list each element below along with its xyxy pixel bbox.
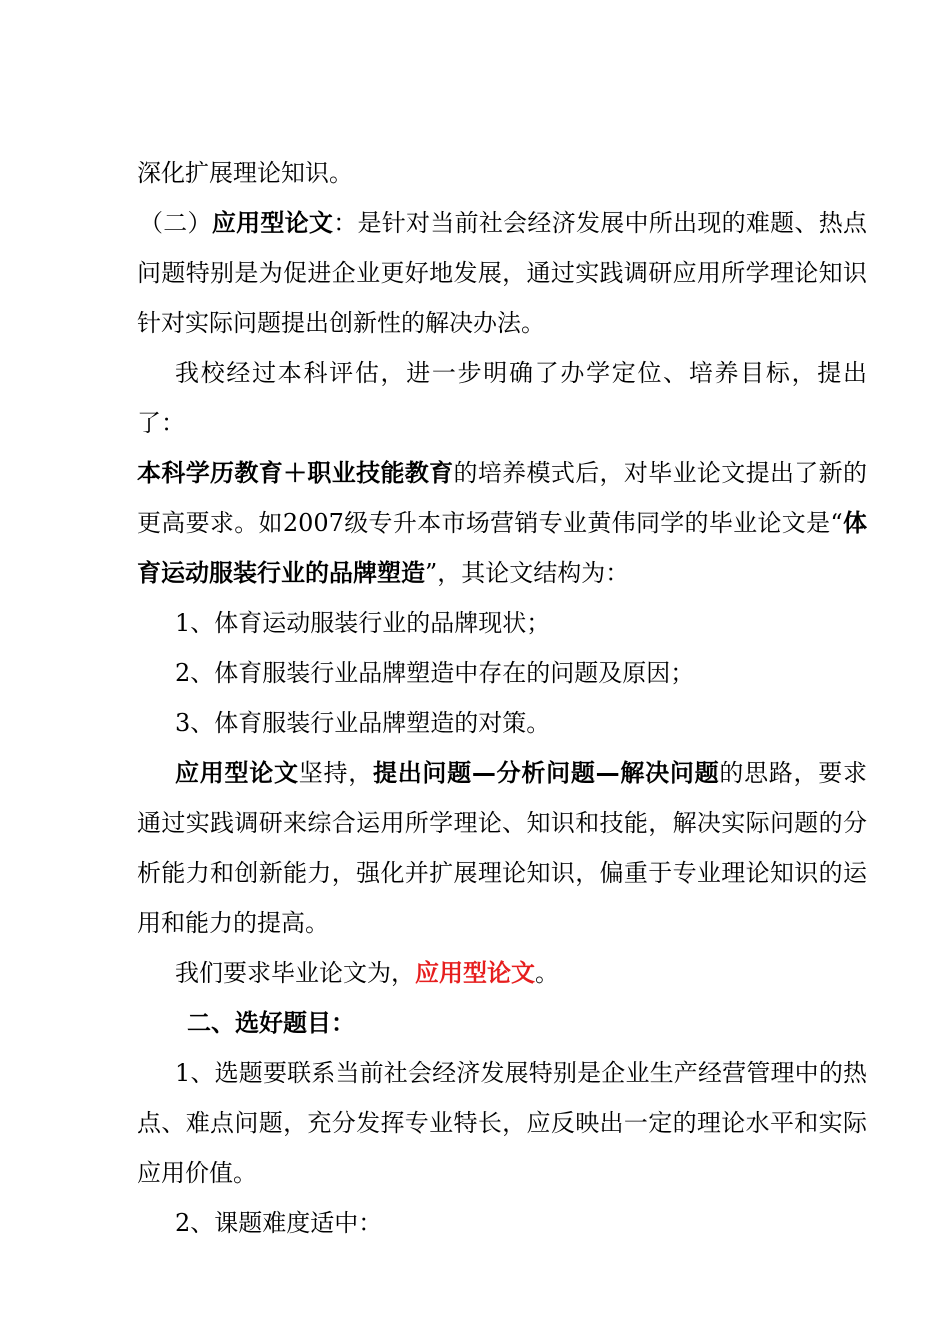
list-item (137, 598, 867, 648)
bold-term: 应用型论文 (211, 209, 334, 237)
paragraph-text: 2、课题难度适中： (175, 1209, 383, 1237)
list-item-text: 1、体育运动服装行业的品牌现状； (175, 609, 551, 637)
paragraph-text: 的培养模式后，对毕业论文提出了新的更高要求。如2007级专升本市场营销专业黄伟同学的毕业论文是“ (137, 459, 868, 537)
paragraph-training-model (137, 448, 867, 598)
bold-term: 提出问题—分析问题—解决问题 (372, 759, 720, 787)
paragraph-text: 深化扩展理论知识。 (137, 159, 353, 187)
heading-text: 二、选好题目： (187, 1009, 355, 1037)
section-heading (137, 998, 867, 1048)
paragraph-continuation (137, 148, 867, 198)
list-item (137, 698, 867, 748)
paragraph-topic-selection (137, 1048, 867, 1198)
paragraph-requirement (137, 948, 867, 998)
paragraph-school-evaluation (137, 348, 867, 448)
paragraph-text: 1、选题要联系当前社会经济发展特别是企业生产经营管理中的热点、难点问题，充分发挥专业特长，应反映出一定的理论水平和实际应用价值。 (137, 1059, 867, 1187)
paragraph-text: 。 (535, 959, 559, 987)
list-item-text: 2、体育服装行业品牌塑造中存在的问题及原因； (175, 659, 695, 687)
list-item-text: 3、体育服装行业品牌塑造的对策。 (175, 709, 551, 737)
highlighted-term: 应用型论文 (415, 959, 535, 987)
document-page (137, 148, 867, 1248)
paragraph-text: ”，其论文结构为： (425, 559, 630, 587)
thesis-title: 体育运动服装行业的品牌塑造 (137, 509, 867, 587)
section-number: （二） (139, 209, 212, 237)
paragraph-applied-thesis-approach (137, 748, 867, 948)
paragraph-text: ：是针对当前社会经济发展中所出现的难题、热点问题特别是为促进企业更好地发展，通过实践调研应用所学理论知识针对实际问题提出创新性的解决办法。 (137, 209, 868, 337)
paragraph-applied-thesis-definition (137, 198, 867, 348)
list-item (137, 648, 867, 698)
bold-term: 本科学历教育＋职业技能教育 (137, 459, 454, 487)
paragraph-text: 我们要求毕业论文为， (175, 959, 415, 987)
paragraph-text: 坚持， (298, 759, 373, 787)
paragraph-difficulty (137, 1198, 867, 1248)
paragraph-text: 的思路，要求通过实践调研来综合运用所学理论、知识和技能，解决实际问题的分析能力和创新能力，强化并扩展理论知识，偏重于专业理论知识的运用和能力的提高。 (137, 759, 868, 937)
paragraph-text: 我校经过本科评估，进一步明确了办学定位、培养目标，提出了： (137, 359, 867, 437)
bold-term: 应用型论文 (175, 759, 299, 787)
